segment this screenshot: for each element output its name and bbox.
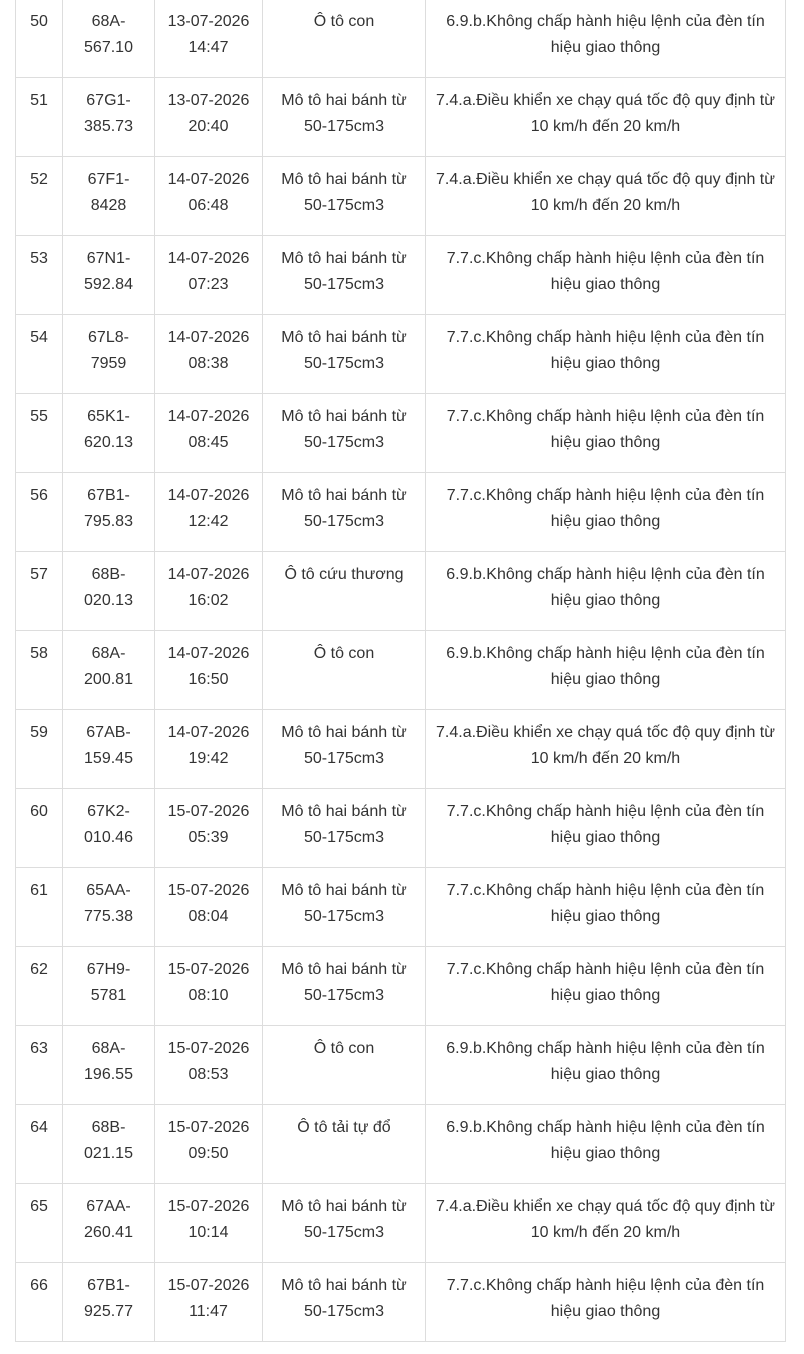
vehicle-type-cell: Ô tô cứu thương [263,552,426,631]
table-row [16,394,786,473]
table-row [16,631,786,710]
table-row [16,1184,786,1263]
license-plate-cell: 67F1-8428 [63,157,155,236]
violation-time-cell: 14-07-2026 16:02 [155,552,263,631]
row-number-cell: 54 [16,315,63,394]
license-plate-cell: 68B-020.13 [63,552,155,631]
license-plate-cell: 67B1-925.77 [63,1263,155,1342]
table-row [16,868,786,947]
license-plate-cell: 68B-021.15 [63,1105,155,1184]
row-number-cell: 51 [16,78,63,157]
violation-description-cell: 6.9.b.Không chấp hành hiệu lệnh của đèn tín hiệu giao thông [426,631,786,710]
table-row [16,0,786,78]
license-plate-cell: 68A-200.81 [63,631,155,710]
violation-description-cell: 6.9.b.Không chấp hành hiệu lệnh của đèn tín hiệu giao thông [426,0,786,78]
violation-description-cell: 7.7.c.Không chấp hành hiệu lệnh của đèn tín hiệu giao thông [426,868,786,947]
violation-description-cell: 6.9.b.Không chấp hành hiệu lệnh của đèn tín hiệu giao thông [426,1026,786,1105]
license-plate-cell: 67AA-260.41 [63,1184,155,1263]
vehicle-type-cell: Mô tô hai bánh từ 50-175cm3 [263,789,426,868]
violation-description-cell: 7.4.a.Điều khiển xe chạy quá tốc độ quy định từ 10 km/h đến 20 km/h [426,78,786,157]
violation-time-cell: 14-07-2026 19:42 [155,710,263,789]
violation-time-cell: 14-07-2026 08:45 [155,394,263,473]
violation-description-cell: 7.7.c.Không chấp hành hiệu lệnh của đèn tín hiệu giao thông [426,947,786,1026]
license-plate-cell: 67H9-5781 [63,947,155,1026]
vehicle-type-cell: Mô tô hai bánh từ 50-175cm3 [263,315,426,394]
violations-table [15,0,786,1342]
vehicle-type-cell: Mô tô hai bánh từ 50-175cm3 [263,394,426,473]
table-row [16,315,786,394]
violation-time-cell: 14-07-2026 06:48 [155,157,263,236]
violation-description-cell: 7.4.a.Điều khiển xe chạy quá tốc độ quy định từ 10 km/h đến 20 km/h [426,710,786,789]
violation-time-cell: 15-07-2026 08:10 [155,947,263,1026]
violation-description-cell: 7.4.a.Điều khiển xe chạy quá tốc độ quy định từ 10 km/h đến 20 km/h [426,157,786,236]
violation-time-cell: 14-07-2026 16:50 [155,631,263,710]
vehicle-type-cell: Mô tô hai bánh từ 50-175cm3 [263,710,426,789]
vehicle-type-cell: Mô tô hai bánh từ 50-175cm3 [263,78,426,157]
violations-table-body [16,0,786,1342]
violation-description-cell: 7.7.c.Không chấp hành hiệu lệnh của đèn tín hiệu giao thông [426,394,786,473]
table-row [16,789,786,868]
license-plate-cell: 67N1-592.84 [63,236,155,315]
vehicle-type-cell: Mô tô hai bánh từ 50-175cm3 [263,868,426,947]
table-row [16,947,786,1026]
table-row [16,552,786,631]
vehicle-type-cell: Mô tô hai bánh từ 50-175cm3 [263,1263,426,1342]
row-number-cell: 50 [16,0,63,78]
license-plate-cell: 65K1-620.13 [63,394,155,473]
row-number-cell: 52 [16,157,63,236]
license-plate-cell: 65AA-775.38 [63,868,155,947]
row-number-cell: 59 [16,710,63,789]
table-row [16,157,786,236]
row-number-cell: 66 [16,1263,63,1342]
row-number-cell: 56 [16,473,63,552]
table-row [16,1026,786,1105]
violation-time-cell: 15-07-2026 05:39 [155,789,263,868]
violation-time-cell: 15-07-2026 08:53 [155,1026,263,1105]
row-number-cell: 65 [16,1184,63,1263]
violation-description-cell: 7.7.c.Không chấp hành hiệu lệnh của đèn tín hiệu giao thông [426,789,786,868]
license-plate-cell: 67K2-010.46 [63,789,155,868]
violation-time-cell: 14-07-2026 08:38 [155,315,263,394]
vehicle-type-cell: Mô tô hai bánh từ 50-175cm3 [263,236,426,315]
row-number-cell: 61 [16,868,63,947]
table-row [16,78,786,157]
violation-description-cell: 7.7.c.Không chấp hành hiệu lệnh của đèn tín hiệu giao thông [426,473,786,552]
violation-time-cell: 15-07-2026 08:04 [155,868,263,947]
vehicle-type-cell: Ô tô con [263,631,426,710]
vehicle-type-cell: Mô tô hai bánh từ 50-175cm3 [263,947,426,1026]
violation-description-cell: 7.7.c.Không chấp hành hiệu lệnh của đèn tín hiệu giao thông [426,236,786,315]
violation-description-cell: 7.7.c.Không chấp hành hiệu lệnh của đèn tín hiệu giao thông [426,315,786,394]
license-plate-cell: 67B1-795.83 [63,473,155,552]
vehicle-type-cell: Ô tô con [263,0,426,78]
violation-description-cell: 6.9.b.Không chấp hành hiệu lệnh của đèn tín hiệu giao thông [426,1105,786,1184]
license-plate-cell: 67L8-7959 [63,315,155,394]
violation-description-cell: 7.7.c.Không chấp hành hiệu lệnh của đèn tín hiệu giao thông [426,1263,786,1342]
violations-table-container [15,0,785,1342]
row-number-cell: 62 [16,947,63,1026]
license-plate-cell: 68A-196.55 [63,1026,155,1105]
row-number-cell: 63 [16,1026,63,1105]
table-row [16,1263,786,1342]
row-number-cell: 55 [16,394,63,473]
violation-description-cell: 6.9.b.Không chấp hành hiệu lệnh của đèn tín hiệu giao thông [426,552,786,631]
row-number-cell: 53 [16,236,63,315]
row-number-cell: 60 [16,789,63,868]
row-number-cell: 64 [16,1105,63,1184]
violation-time-cell: 15-07-2026 11:47 [155,1263,263,1342]
vehicle-type-cell: Mô tô hai bánh từ 50-175cm3 [263,157,426,236]
table-row [16,710,786,789]
violation-time-cell: 15-07-2026 10:14 [155,1184,263,1263]
violation-description-cell: 7.4.a.Điều khiển xe chạy quá tốc độ quy định từ 10 km/h đến 20 km/h [426,1184,786,1263]
row-number-cell: 58 [16,631,63,710]
row-number-cell: 57 [16,552,63,631]
vehicle-type-cell: Mô tô hai bánh từ 50-175cm3 [263,1184,426,1263]
table-row [16,236,786,315]
license-plate-cell: 68A-567.10 [63,0,155,78]
violation-time-cell: 15-07-2026 09:50 [155,1105,263,1184]
vehicle-type-cell: Mô tô hai bánh từ 50-175cm3 [263,473,426,552]
violation-time-cell: 13-07-2026 20:40 [155,78,263,157]
violation-time-cell: 14-07-2026 07:23 [155,236,263,315]
license-plate-cell: 67AB-159.45 [63,710,155,789]
license-plate-cell: 67G1-385.73 [63,78,155,157]
vehicle-type-cell: Ô tô tải tự đổ [263,1105,426,1184]
violation-time-cell: 13-07-2026 14:47 [155,0,263,78]
table-row [16,1105,786,1184]
violation-time-cell: 14-07-2026 12:42 [155,473,263,552]
vehicle-type-cell: Ô tô con [263,1026,426,1105]
table-row [16,473,786,552]
